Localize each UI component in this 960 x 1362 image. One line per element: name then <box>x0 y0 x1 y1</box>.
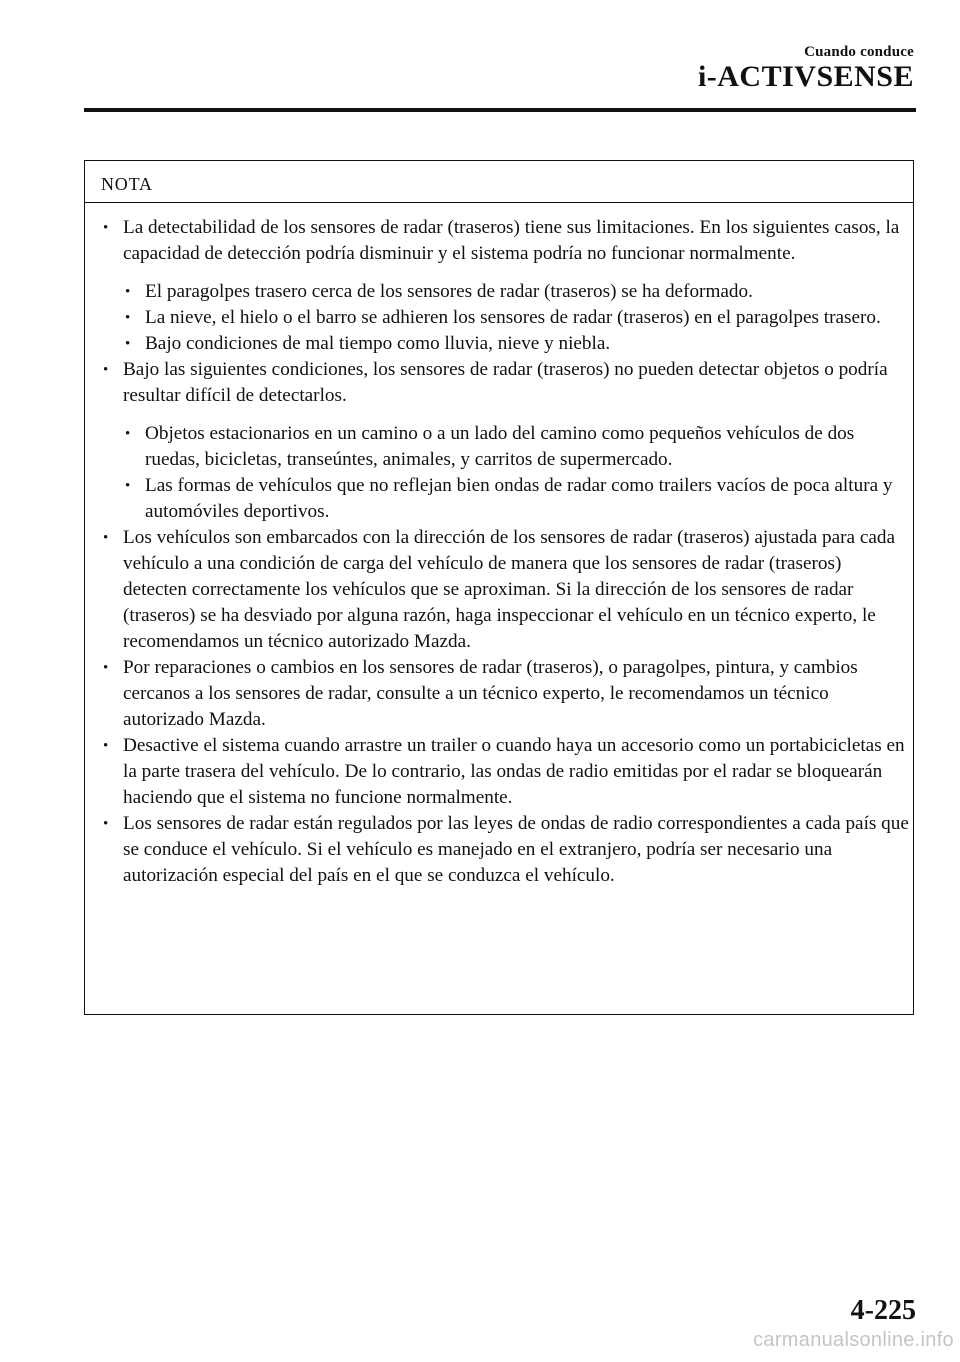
note-item <box>85 357 909 409</box>
note-item-text: El paragolpes trasero cerca de los sensores de radar (traseros) se ha deformado. <box>145 281 753 302</box>
note-box <box>84 160 914 1015</box>
note-item <box>85 215 909 267</box>
bullet-icon: • <box>125 336 131 352</box>
note-item-text: La nieve, el hielo o el barro se adhieren los sensores de radar (traseros) en el paragolpes trasero. <box>145 307 881 328</box>
note-item <box>85 811 909 889</box>
note-item-text: Los vehículos son embarcados con la dirección de los sensores de radar (traseros) ajustada para cada vehículo a una condición de carga del vehículo de manera que los sensores de radar (traseros) detecten correctamente los vehículos que se aproximan. Si la dirección de los sensores de radar (traseros) se ha desviado por alguna razón, haga inspeccionar el vehículo en un técnico experto, le recomendamos un técnico autorizado Mazda. <box>123 527 895 652</box>
note-item <box>85 655 909 733</box>
note-item-text: Las formas de vehículos que no reflejan bien ondas de radar como trailers vacíos de poca altura y automóviles deportivos. <box>145 475 893 522</box>
bullet-icon: • <box>125 284 131 300</box>
section-label: Cuando conduce <box>804 44 914 60</box>
watermark: carmanualsonline.info <box>753 1329 954 1351</box>
bullet-icon: • <box>125 310 131 326</box>
note-subitem <box>85 421 909 473</box>
note-title: NOTA <box>85 161 913 203</box>
note-item-text: La detectabilidad de los sensores de radar (traseros) tiene sus limitaciones. En los siguientes casos, la capacidad de detección podría disminuir y el sistema podría no funcionar normalmente. <box>123 217 900 264</box>
note-item <box>85 733 909 811</box>
bullet-icon: • <box>103 660 109 676</box>
note-subitem <box>85 305 909 331</box>
note-subitem <box>85 331 909 357</box>
chapter-title: i-ACTIVSENSE <box>697 60 914 93</box>
note-item-text: Por reparaciones o cambios en los sensores de radar (traseros), o paragolpes, pintura, y cambios cercanos a los sensores de radar, consulte a un técnico experto, le recomendamos un técnico autorizado Mazda. <box>123 657 858 730</box>
note-body <box>85 203 913 889</box>
bullet-icon: • <box>103 816 109 832</box>
page-number: 4-225 <box>850 1295 916 1326</box>
note-item-text: Objetos estacionarios en un camino o a un lado del camino como pequeños vehículos de dos ruedas, bicicletas, transeúntes, animales, y carritos de supermercado. <box>145 423 855 470</box>
note-subitem <box>85 279 909 305</box>
header-divider <box>84 108 916 112</box>
note-item-text: Los sensores de radar están regulados por las leyes de ondas de radio correspondientes a cada país que se conduce el vehículo. Si el vehículo es manejado en el extranjero, podría ser necesario una autorización especial del país en el que se conduzca el vehículo. <box>123 813 909 886</box>
note-item-text: Bajo condiciones de mal tiempo como lluvia, nieve y niebla. <box>145 333 611 354</box>
bullet-icon: • <box>103 220 109 236</box>
note-item <box>85 525 909 655</box>
bullet-icon: • <box>103 530 109 546</box>
bullet-icon: • <box>103 362 109 378</box>
note-subitem <box>85 473 909 525</box>
bullet-icon: • <box>125 478 131 494</box>
bullet-icon: • <box>103 738 109 754</box>
note-item-text: Desactive el sistema cuando arrastre un trailer o cuando haya un accesorio como un portabicicletas en la parte trasera del vehículo. De lo contrario, las ondas de radio emitidas por el radar se bloquearán haciendo que el sistema no funcione normalmente. <box>123 735 905 808</box>
bullet-icon: • <box>125 426 131 442</box>
note-item-text: Bajo las siguientes condiciones, los sensores de radar (traseros) no pueden detectar objetos o podría resultar difícil de detectarlos. <box>123 359 888 406</box>
